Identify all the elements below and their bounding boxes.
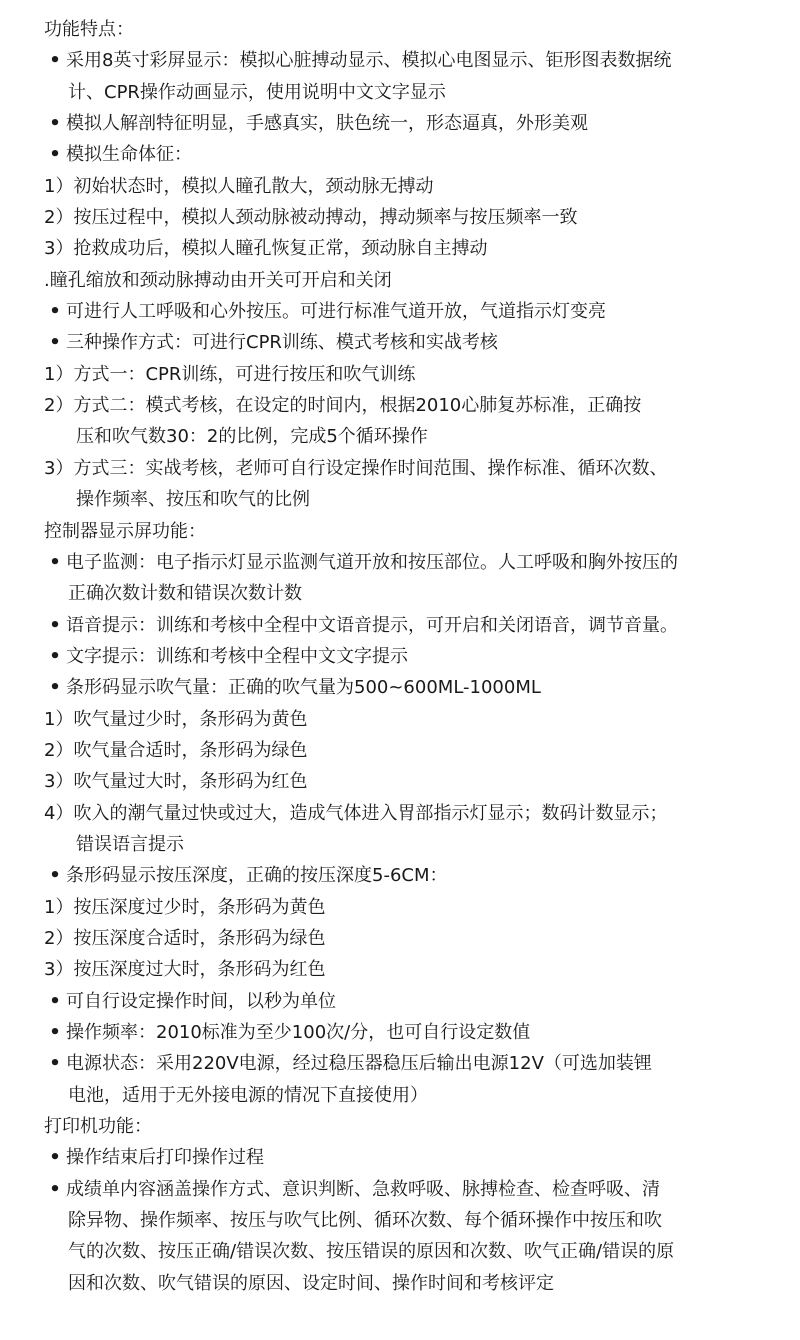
numbered-item: 2）吹气量合适时，条形码为绿色 [44,739,308,761]
text: 可进行人工呼吸和心外按压。可进行标准气道开放，气道指示灯变亮 [66,301,606,323]
bullet-icon: • [49,50,61,72]
bullet-icon: • [49,551,61,573]
bullet-icon: • [49,332,61,354]
continuation-line: 电池，适用于无外接电源的情况下直接使用） [68,1084,428,1106]
bullet-item [44,1174,800,1205]
bullet-item [44,1048,800,1079]
text: 可自行设定操作时间，以秒为单位 [66,990,336,1012]
text: 文字提示：训练和考核中全程中文文字提示 [66,645,408,667]
text: 操作频率：2010标准为至少100次/分，也可自行设定数值 [66,1022,531,1043]
numbered-item: 1）吹气量过少时，条形码为黄色 [44,708,308,730]
section-heading-printer: 打印机功能： [44,1116,152,1138]
numbered-item: 1）按压深度过少时，条形码为黄色 [44,896,326,918]
text: 操作结束后打印操作过程 [66,1147,264,1169]
section-heading-features: 功能特点： [44,19,134,40]
continuation-line: 因和次数、吹气错误的原因、设定时间、操作时间和考核评定 [68,1272,554,1294]
numbered-item: 3）方式三：实战考核，老师可自行设定操作时间范围、操作标准、循环次数、 [44,457,668,479]
text: 采用8英寸彩屏显示：模拟心脏搏动显示、模拟心电图显示、钜形图表数据统 [66,50,672,72]
bullet-icon: • [49,1053,61,1075]
bullet-icon: • [49,677,61,699]
bullet-icon: • [49,1022,61,1043]
bullet-icon: • [49,990,61,1012]
numbered-item: 3）抢救成功后，模拟人瞳孔恢复正常，颈动脉自主搏动 [44,238,488,260]
section-heading-controller: 控制器显示屏功能： [44,520,206,542]
bullet-item [44,45,800,76]
continuation-line: 操作频率、按压和吹气的比例 [76,489,310,511]
text: 语音提示：训练和考核中全程中文语音提示，可开启和关闭语音，调节音量。 [66,614,678,636]
bullet-item [44,547,800,578]
text: 模拟生命体征： [66,144,192,166]
numbered-item: 2）方式二：模式考核，在设定的时间内，根据2010心肺复苏标准，正确按 [44,395,642,417]
text: 电源状态：采用220V电源，经过稳压器稳压后输出电源12V（可选加装锂 [66,1053,652,1075]
numbered-item: 3）按压深度过大时，条形码为红色 [44,959,326,981]
text: 三种操作方式：可进行CPR训练、模式考核和实战考核 [66,332,498,354]
bullet-item [44,327,800,358]
text: 模拟人解剖特征明显，手感真实，肤色统一，形态逼真，外形美观 [66,113,588,135]
numbered-item: 2）按压过程中，模拟人颈动脉被动搏动，搏动频率与按压频率一致 [44,207,578,229]
continuation-line: 气的次数、按压正确/错误次数、按压错误的原因和次数、吹气正确/错误的原 [68,1241,675,1263]
numbered-item: 4）吹入的潮气量过快或过大，造成气体进入胃部指示灯显示；数码计数显示； [44,802,668,824]
numbered-item: 2）按压深度合适时，条形码为绿色 [44,927,326,949]
continuation-line: 压和吹气数30：2的比例，完成5个循环操作 [76,426,428,448]
bullet-icon: • [49,1178,61,1200]
bullet-item [44,108,800,139]
bullet-item [44,139,800,170]
text: 条形码显示吹气量：正确的吹气量为500~600ML-1000ML [66,677,541,699]
note-line: .瞳孔缩放和颈动脉搏动由开关可开启和关闭 [44,269,392,291]
continuation-line: 计、CPR操作动画显示，使用说明中文文字显示 [68,81,446,103]
text: 成绩单内容涵盖操作方式、意识判断、急救呼吸、脉搏检查、检查呼吸、清 [66,1178,660,1200]
numbered-item: 3）吹气量过大时，条形码为红色 [44,771,308,793]
bullet-icon: • [49,301,61,323]
bullet-icon: • [49,144,61,166]
continuation-line: 除异物、操作频率、按压与吹气比例、循环次数、每个循环操作中按压和吹 [68,1210,662,1232]
continuation-line: 正确次数计数和错误次数计数 [68,583,302,605]
bullet-icon: • [49,865,61,887]
bullet-item [44,986,800,1017]
bullet-icon: • [49,614,61,636]
bullet-item [44,1017,800,1048]
bullet-item [44,1142,800,1173]
bullet-icon: • [49,113,61,135]
text: 条形码显示按压深度，正确的按压深度5-6CM： [66,865,448,887]
bullet-item [44,860,800,891]
bullet-item [44,610,800,641]
continuation-line: 错误语言提示 [76,833,184,855]
bullet-icon: • [49,1147,61,1169]
text: 电子监测：电子指示灯显示监测气道开放和按压部位。人工呼吸和胸外按压的 [66,551,678,573]
bullet-item [44,672,800,703]
bullet-icon: • [49,645,61,667]
bullet-item [44,296,800,327]
numbered-item: 1）方式一：CPR训练，可进行按压和吹气训练 [44,363,416,385]
numbered-item: 1）初始状态时，模拟人瞳孔散大，颈动脉无搏动 [44,175,434,197]
bullet-item [44,641,800,672]
